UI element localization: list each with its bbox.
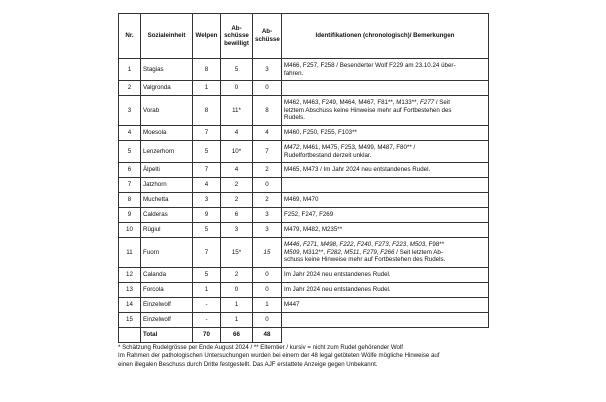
total-shot: 48 bbox=[253, 328, 282, 343]
row-notes bbox=[282, 81, 489, 96]
row-nr: 10 bbox=[119, 223, 141, 238]
row-allowed: 0 bbox=[221, 81, 253, 96]
row-notes-line: Im Jahr 2024 neu entstandenes Rudel. bbox=[284, 271, 391, 279]
row-shot: 4 bbox=[253, 126, 282, 141]
header-unit: Sozialeinheit bbox=[141, 14, 193, 59]
row-unit: Fuorn bbox=[141, 238, 193, 268]
row-notes bbox=[282, 163, 489, 178]
row-unit: Jatzhorn bbox=[141, 178, 193, 193]
row-notes bbox=[282, 178, 489, 193]
row-unit: Valgronda bbox=[141, 81, 193, 96]
header-shot-line1: Ab- bbox=[261, 28, 273, 36]
row-shot: 8 bbox=[253, 96, 282, 126]
footnote-line: einen illegalen Beschuss durch Dritte festgestellt. Das AJF erstattete Anzeige gegen Unbekannt. bbox=[118, 360, 378, 368]
row-unit: Muchetta bbox=[141, 193, 193, 208]
row-unit: Lenzerhorn bbox=[141, 141, 193, 163]
row-nr: 1 bbox=[119, 59, 141, 81]
row-shot: 2 bbox=[253, 163, 282, 178]
table-row bbox=[119, 81, 489, 96]
header-allowed bbox=[221, 14, 253, 59]
row-shot: 0 bbox=[253, 268, 282, 283]
row-pups: 7 bbox=[193, 238, 221, 268]
row-allowed: 2 bbox=[221, 268, 253, 283]
header-allowed-line3: bewilligt bbox=[224, 39, 249, 47]
row-nr: 4 bbox=[119, 126, 141, 141]
row-pups: - bbox=[193, 313, 221, 328]
row-unit: Forcola bbox=[141, 283, 193, 298]
table-row bbox=[119, 223, 489, 238]
row-notes bbox=[282, 283, 489, 298]
row-shot: 2 bbox=[253, 193, 282, 208]
row-shot: 1 bbox=[253, 298, 282, 313]
table-row bbox=[119, 193, 489, 208]
row-shot: 7 bbox=[253, 141, 282, 163]
row-allowed: 0 bbox=[221, 283, 253, 298]
table-row bbox=[119, 96, 489, 126]
row-notes bbox=[282, 59, 489, 81]
row-allowed: 2 bbox=[221, 178, 253, 193]
row-pups: 5 bbox=[193, 268, 221, 283]
row-notes-line: F252, F247, F269 bbox=[284, 211, 334, 219]
row-unit: Einzelwolf bbox=[141, 298, 193, 313]
row-allowed: 10* bbox=[221, 141, 253, 163]
row-pups: 7 bbox=[193, 163, 221, 178]
row-notes-line: Im Jahr 2024 neu entstandenes Rudel. bbox=[284, 286, 391, 294]
header-allowed-line1: Ab- bbox=[231, 24, 242, 32]
row-notes-line: M447 bbox=[284, 301, 300, 309]
row-allowed: 4 bbox=[221, 126, 253, 141]
total-allowed: 66 bbox=[221, 328, 253, 343]
row-pups: 8 bbox=[193, 96, 221, 126]
footnotes bbox=[118, 344, 488, 369]
row-allowed: 11* bbox=[221, 96, 253, 126]
total-pups: 70 bbox=[193, 328, 221, 343]
row-allowed: 5 bbox=[221, 59, 253, 81]
row-allowed: 6 bbox=[221, 208, 253, 223]
row-shot: 0 bbox=[253, 178, 282, 193]
row-nr: 7 bbox=[119, 178, 141, 193]
row-notes-line: fahren. bbox=[284, 69, 304, 77]
table-row bbox=[119, 283, 489, 298]
row-notes-line: Rudels. bbox=[284, 114, 305, 122]
row-pups: 1 bbox=[193, 81, 221, 96]
table-row bbox=[119, 208, 489, 223]
row-notes bbox=[282, 141, 489, 163]
row-unit: Moesola bbox=[141, 126, 193, 141]
header-shot bbox=[253, 14, 282, 59]
row-unit: Vorab bbox=[141, 96, 193, 126]
footnote-line: * Schätzung Rudelgrösse per Ende August 2024 / ** Elterntier / kursiv = nicht zum Rudel gehörender Wolf bbox=[118, 344, 403, 351]
table-row bbox=[119, 238, 489, 268]
row-nr: 14 bbox=[119, 298, 141, 313]
row-shot: 0 bbox=[253, 81, 282, 96]
row-nr: 13 bbox=[119, 283, 141, 298]
row-notes-line: M462, M463, F249, M464, M467, F81**, M133**, F277 / Seit bbox=[284, 99, 450, 107]
row-nr: 6 bbox=[119, 163, 141, 178]
row-nr: 3 bbox=[119, 96, 141, 126]
row-unit: Calderas bbox=[141, 208, 193, 223]
row-notes-line: M469, M470 bbox=[284, 196, 319, 204]
row-unit: Calanda bbox=[141, 268, 193, 283]
row-notes bbox=[282, 126, 489, 141]
total-row bbox=[119, 328, 489, 343]
row-allowed: 3 bbox=[221, 223, 253, 238]
row-shot: 0 bbox=[253, 313, 282, 328]
table-row bbox=[119, 163, 489, 178]
row-notes-line: schuss keine Hinweise mehr auf Fortbestehen des Rudels. bbox=[284, 256, 446, 264]
row-shot: 3 bbox=[253, 208, 282, 223]
row-pups: - bbox=[193, 298, 221, 313]
row-pups: 1 bbox=[193, 283, 221, 298]
row-allowed: 1 bbox=[221, 313, 253, 328]
row-allowed: 4 bbox=[221, 163, 253, 178]
row-notes-line: M479, M482, M235** bbox=[284, 226, 343, 234]
table-header-row bbox=[119, 14, 489, 59]
table-row bbox=[119, 141, 489, 163]
row-notes-line: letztem Abschuss keine Hinweise mehr auf Fortbestehen des bbox=[284, 106, 452, 114]
row-notes-line: Rudelfortbestand derzeit unklar. bbox=[284, 151, 372, 159]
row-pups: 8 bbox=[193, 59, 221, 81]
row-notes bbox=[282, 238, 489, 268]
row-shot: 3 bbox=[253, 223, 282, 238]
footnote-line: Im Rahmen der pathologischen Untersuchungen wurden bei einem der 48 legal getöteten Wölfe mögliche Hinweise auf bbox=[118, 352, 440, 360]
header-allowed-line2: schüsse bbox=[224, 32, 249, 40]
row-nr: 9 bbox=[119, 208, 141, 223]
header-nr: Nr. bbox=[119, 14, 141, 59]
row-pups: 5 bbox=[193, 141, 221, 163]
row-notes bbox=[282, 193, 489, 208]
row-allowed: 15* bbox=[221, 238, 253, 268]
table-row bbox=[119, 268, 489, 283]
row-notes bbox=[282, 268, 489, 283]
row-pups: 9 bbox=[193, 208, 221, 223]
row-pups: 7 bbox=[193, 126, 221, 141]
row-unit: Einzelwolf bbox=[141, 313, 193, 328]
table-row bbox=[119, 126, 489, 141]
header-notes: Identifikationen (chronologisch)/ Bemerkungen bbox=[282, 14, 489, 59]
header-shot-line2: schüsse bbox=[255, 36, 280, 43]
row-notes bbox=[282, 208, 489, 223]
row-shot: 3 bbox=[253, 59, 282, 81]
row-unit: Rügiul bbox=[141, 223, 193, 238]
row-nr: 11 bbox=[119, 238, 141, 268]
table-row bbox=[119, 298, 489, 313]
row-allowed: 1 bbox=[221, 298, 253, 313]
row-notes-line: M465, M473 / Im Jahr 2024 neu entstandenes Rudel. bbox=[284, 166, 431, 174]
row-notes-line: M446, F271, M498, F222, F240, F273, F223, M503, F98** bbox=[284, 241, 445, 249]
row-unit: Stagias bbox=[141, 59, 193, 81]
row-nr: 5 bbox=[119, 141, 141, 163]
row-notes bbox=[282, 96, 489, 126]
row-nr: 12 bbox=[119, 268, 141, 283]
table-row bbox=[119, 313, 489, 328]
row-pups: 5 bbox=[193, 223, 221, 238]
row-nr: 2 bbox=[119, 81, 141, 96]
table-row bbox=[119, 59, 489, 81]
row-notes-line: M460, F250, F255, F103** bbox=[284, 129, 357, 137]
row-notes-line: M466, F257, F258 / Besenderter Wolf F229 am 23.10.24 über- bbox=[284, 61, 456, 69]
total-nr-cell bbox=[119, 328, 141, 343]
document-page bbox=[118, 13, 488, 369]
row-nr: 15 bbox=[119, 313, 141, 328]
row-shot: 0 bbox=[253, 283, 282, 298]
wolf-culling-table bbox=[118, 13, 489, 343]
row-shot: 15 bbox=[253, 238, 282, 268]
row-notes-line: M472, M461, M475, F253, M499, M487, F80** / bbox=[284, 143, 416, 151]
row-notes bbox=[282, 298, 489, 313]
row-allowed: 2 bbox=[221, 193, 253, 208]
row-notes-line: M509, M312**, F282, M511, F279, F266 / Seit letztem Ab- bbox=[284, 248, 443, 256]
total-label: Total bbox=[141, 328, 193, 343]
row-unit: Älpelti bbox=[141, 163, 193, 178]
row-nr: 8 bbox=[119, 193, 141, 208]
row-notes bbox=[282, 223, 489, 238]
total-notes-cell bbox=[282, 328, 489, 343]
row-notes bbox=[282, 313, 489, 328]
row-pups: 3 bbox=[193, 193, 221, 208]
header-pups: Welpen bbox=[193, 14, 221, 59]
table-row bbox=[119, 178, 489, 193]
row-pups: 4 bbox=[193, 178, 221, 193]
